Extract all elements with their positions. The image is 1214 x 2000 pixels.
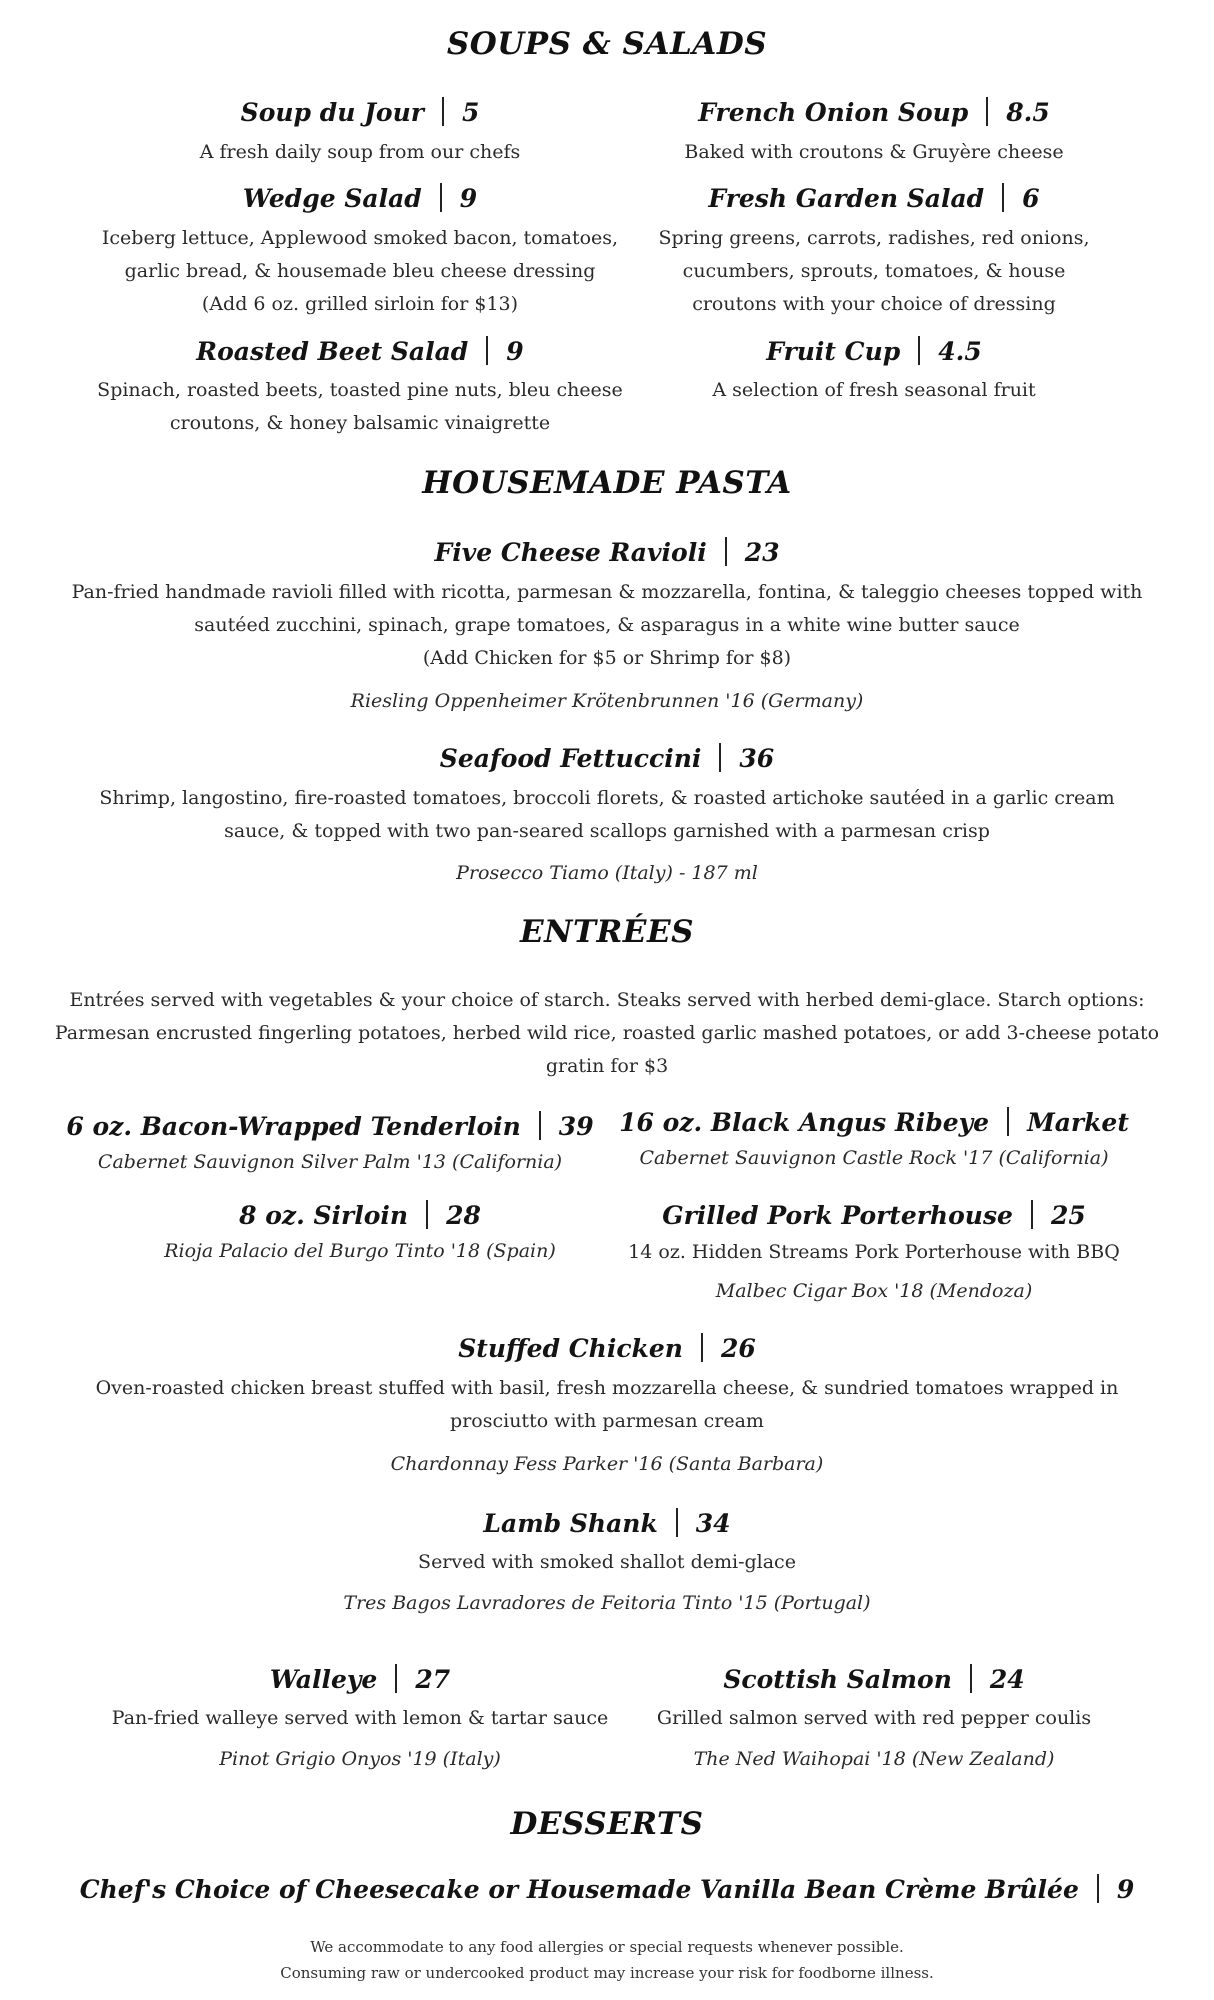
price-separator bbox=[986, 97, 988, 126]
description-line: croutons with your choice of dressing bbox=[692, 293, 1056, 315]
price-separator bbox=[1097, 1874, 1099, 1903]
price-separator bbox=[701, 1333, 703, 1362]
wine-pairing: Chardonnay Fess Parker '16 (Santa Barbara) bbox=[390, 1453, 824, 1475]
section-title-entrees: ENTRÉES bbox=[520, 914, 694, 950]
wine-pairing: Rioja Palacio del Burgo Tinto '18 (Spain) bbox=[164, 1240, 556, 1262]
item-price: Market bbox=[1027, 1108, 1129, 1137]
price-separator bbox=[970, 1664, 972, 1693]
item-description bbox=[40, 782, 1174, 848]
item-price: 23 bbox=[744, 538, 780, 567]
description-line: prosciutto with parmesan cream bbox=[450, 1410, 764, 1432]
price-separator bbox=[486, 336, 488, 365]
item-price: 5 bbox=[461, 98, 480, 127]
item-description: Baked with croutons & Gruyère cheese bbox=[684, 141, 1064, 163]
item-description: Served with smoked shallot demi-glace bbox=[418, 1551, 796, 1573]
menu-item-fruit-cup bbox=[554, 336, 1194, 366]
footer-notice bbox=[0, 1934, 1214, 1986]
price-separator bbox=[725, 537, 727, 566]
description-line: garlic bread, & housemade bleu cheese dressing bbox=[124, 260, 596, 282]
price-separator bbox=[395, 1664, 397, 1693]
entrees-intro bbox=[40, 984, 1174, 1083]
item-name: Seafood Fettuccini bbox=[439, 744, 702, 773]
intro-line: Entrées served with vegetables & your choice of starch. Steaks served with herbed demi-glace. Starch options: bbox=[69, 989, 1145, 1011]
wine-pairing: Malbec Cigar Box '18 (Mendoza) bbox=[715, 1280, 1033, 1302]
price-separator bbox=[918, 336, 920, 365]
item-price: 9 bbox=[459, 184, 478, 213]
item-description: Grilled salmon served with red pepper coulis bbox=[656, 1707, 1092, 1729]
item-name: Scottish Salmon bbox=[723, 1665, 952, 1694]
menu-item-lamb-shank bbox=[0, 1508, 1214, 1538]
item-name: Soup du Jour bbox=[240, 98, 424, 127]
item-price: 28 bbox=[446, 1201, 481, 1230]
item-name: 6 oz. Bacon-Wrapped Tenderloin bbox=[66, 1112, 521, 1141]
description-line: Spring greens, carrots, radishes, red onions, bbox=[658, 227, 1090, 249]
item-name: Walleye bbox=[269, 1665, 378, 1694]
item-name: Fruit Cup bbox=[766, 337, 901, 366]
menu-item-five-cheese-ravioli bbox=[0, 537, 1214, 567]
item-price: 34 bbox=[695, 1509, 731, 1538]
description-line: Shrimp, langostino, fire-roasted tomatoes, broccoli florets, & roasted artichoke sautéed in a garlic cream bbox=[99, 787, 1115, 809]
item-price: 9 bbox=[506, 337, 524, 366]
item-description bbox=[554, 222, 1194, 321]
item-name: Wedge Salad bbox=[242, 184, 422, 213]
item-name: Stuffed Chicken bbox=[458, 1334, 683, 1363]
description-line: sauce, & topped with two pan-seared scallops garnished with a parmesan crisp bbox=[224, 820, 990, 842]
description-line: Spinach, roasted beets, toasted pine nuts, bleu cheese bbox=[97, 379, 623, 401]
item-description: A selection of fresh seasonal fruit bbox=[712, 379, 1036, 401]
item-name: 16 oz. Black Angus Ribeye bbox=[619, 1108, 990, 1137]
item-price: 9 bbox=[1116, 1875, 1135, 1904]
item-name: Grilled Pork Porterhouse bbox=[662, 1201, 1013, 1230]
item-price: 4.5 bbox=[938, 337, 982, 366]
item-name: Lamb Shank bbox=[483, 1509, 658, 1538]
menu-item-scottish-salmon bbox=[554, 1664, 1194, 1694]
price-separator bbox=[426, 1200, 428, 1229]
menu-item-grilled-pork-porterhouse bbox=[554, 1200, 1194, 1230]
price-separator bbox=[539, 1111, 541, 1140]
description-line: croutons, & honey balsamic vinaigrette bbox=[169, 412, 551, 434]
wine-pairing: Prosecco Tiamo (Italy) - 187 ml bbox=[456, 862, 758, 884]
wine-pairing: Cabernet Sauvignon Silver Palm '13 (California) bbox=[97, 1151, 563, 1173]
price-separator bbox=[676, 1508, 678, 1537]
item-price: 6 bbox=[1022, 184, 1040, 213]
price-separator bbox=[1002, 183, 1004, 212]
section-title-desserts: DESSERTS bbox=[510, 1806, 704, 1842]
item-price: 24 bbox=[989, 1665, 1025, 1694]
item-price: 27 bbox=[415, 1665, 451, 1694]
item-name: Five Cheese Ravioli bbox=[434, 538, 707, 567]
item-name: Fresh Garden Salad bbox=[708, 184, 985, 213]
item-price: 26 bbox=[720, 1334, 756, 1363]
item-description: Pan-fried walleye served with lemon & tartar sauce bbox=[111, 1707, 609, 1729]
description-line: (Add Chicken for $5 or Shrimp for $8) bbox=[422, 647, 792, 669]
wine-pairing: The Ned Waihopai '18 (New Zealand) bbox=[693, 1748, 1055, 1770]
menu-item-french-onion-soup bbox=[554, 97, 1194, 127]
description-line: Iceberg lettuce, Applewood smoked bacon, tomatoes, bbox=[101, 227, 619, 249]
intro-line: gratin for $3 bbox=[545, 1055, 669, 1077]
price-separator bbox=[442, 97, 444, 126]
price-separator bbox=[1007, 1107, 1009, 1136]
price-separator bbox=[1031, 1200, 1033, 1229]
item-name: French Onion Soup bbox=[698, 98, 969, 127]
menu-item-seafood-fettuccini bbox=[0, 743, 1214, 773]
item-description: 14 oz. Hidden Streams Pork Porterhouse with BBQ bbox=[628, 1241, 1120, 1263]
item-description bbox=[40, 1372, 1174, 1438]
item-name: Roasted Beet Salad bbox=[196, 337, 469, 366]
item-price: 36 bbox=[739, 744, 775, 773]
menu-item-dessert bbox=[0, 1874, 1214, 1904]
item-name: Chef's Choice of Cheesecake or Housemade Vanilla Bean Crème Brûlée bbox=[79, 1875, 1079, 1904]
item-price: 8.5 bbox=[1006, 98, 1050, 127]
item-name: 8 oz. Sirloin bbox=[239, 1201, 409, 1230]
description-line: (Add 6 oz. grilled sirloin for $13) bbox=[201, 293, 519, 315]
menu-item-stuffed-chicken bbox=[0, 1333, 1214, 1363]
menu-item-black-angus-ribeye bbox=[554, 1107, 1194, 1137]
wine-pairing: Tres Bagos Lavradores de Feitoria Tinto '15 (Portugal) bbox=[343, 1592, 871, 1614]
description-line: Pan-fried handmade ravioli filled with ricotta, parmesan & mozzarella, fontina, & taleggio cheeses topped with bbox=[71, 581, 1143, 603]
item-price: 39 bbox=[558, 1112, 594, 1141]
menu-item-fresh-garden-salad bbox=[554, 183, 1194, 213]
footer-foodborne-warning: Consuming raw or undercooked product may increase your risk for foodborne illness. bbox=[280, 1964, 934, 1982]
description-line: Oven-roasted chicken breast stuffed with basil, fresh mozzarella cheese, & sundried tomatoes wrapped in bbox=[95, 1377, 1119, 1399]
item-price: 25 bbox=[1050, 1201, 1086, 1230]
description-line: sautéed zucchini, spinach, grape tomatoes, & asparagus in a white wine butter sauce bbox=[194, 614, 1020, 636]
price-separator bbox=[719, 743, 721, 772]
section-title-soups-salads: SOUPS & SALADS bbox=[446, 26, 768, 62]
section-title-housemade-pasta: HOUSEMADE PASTA bbox=[422, 465, 792, 501]
description-line: cucumbers, sprouts, tomatoes, & house bbox=[682, 260, 1066, 282]
footer-allergy-line: We accommodate to any food allergies or special requests whenever possible. bbox=[310, 1938, 904, 1956]
item-description: A fresh daily soup from our chefs bbox=[199, 141, 521, 163]
price-separator bbox=[440, 183, 442, 212]
intro-line: Parmesan encrusted fingerling potatoes, herbed wild rice, roasted garlic mashed potatoes, or add 3-cheese potato bbox=[54, 1022, 1160, 1044]
item-description bbox=[40, 576, 1174, 675]
wine-pairing: Riesling Oppenheimer Krötenbrunnen '16 (Germany) bbox=[350, 690, 864, 712]
wine-pairing: Pinot Grigio Onyos '19 (Italy) bbox=[219, 1748, 501, 1770]
wine-pairing: Cabernet Sauvignon Castle Rock '17 (California) bbox=[639, 1147, 1109, 1169]
